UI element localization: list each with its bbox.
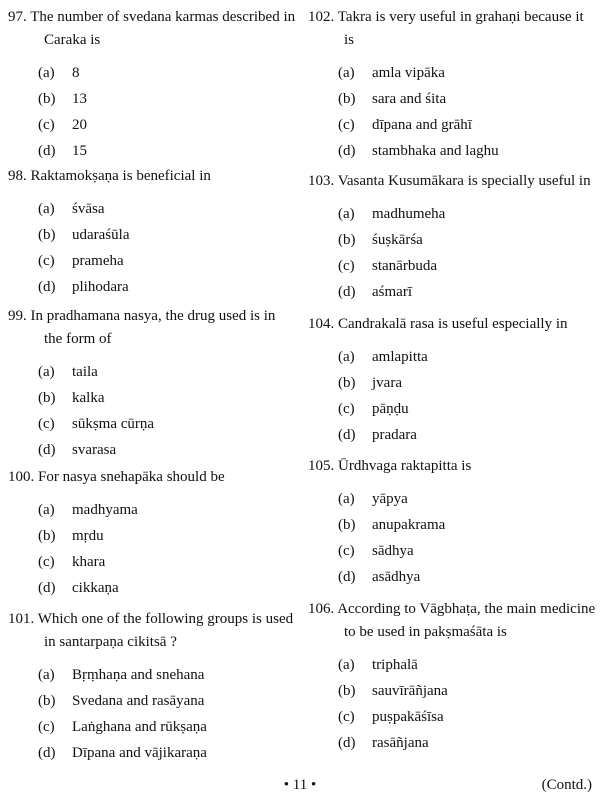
- option: [308, 227, 596, 253]
- option-label: (c): [338, 709, 355, 725]
- option: [8, 359, 296, 385]
- option-text: Svedana and rasāyana: [72, 693, 205, 709]
- option: [8, 497, 296, 523]
- options-list: [8, 60, 296, 164]
- option: [308, 422, 596, 448]
- question-104: [308, 313, 596, 448]
- option-text: sādhya: [372, 543, 414, 559]
- option-label: (a): [38, 667, 55, 683]
- option-label: (a): [38, 65, 55, 81]
- option-text: plihodara: [72, 279, 129, 295]
- option: [308, 60, 596, 86]
- option-label: (c): [38, 253, 55, 269]
- option-label: (d): [338, 143, 356, 159]
- option-label: (a): [38, 201, 55, 217]
- option-text: 20: [72, 117, 87, 133]
- question-stem: Vasanta Kusumākara is specially useful in: [337, 173, 591, 189]
- option-label: (d): [338, 735, 356, 751]
- question-97: [8, 6, 296, 164]
- option-label: (d): [38, 442, 56, 458]
- option-text: pāṇḍu: [372, 401, 409, 417]
- options-list: [308, 344, 596, 448]
- question-number: 99.: [8, 308, 27, 324]
- option: [308, 678, 596, 704]
- question-text: [8, 305, 296, 351]
- question-text: [8, 165, 296, 188]
- options-list: [8, 359, 296, 463]
- option-label: (b): [338, 375, 356, 391]
- option-text: amla vipāka: [372, 65, 445, 81]
- option: [8, 549, 296, 575]
- question-stem: Ūrdhvaga raktapitta is: [338, 458, 472, 474]
- question-number: 105.: [308, 458, 335, 474]
- option-label: (a): [338, 657, 355, 673]
- option-label: (c): [38, 416, 55, 432]
- option-text: khara: [72, 554, 106, 570]
- question-106: [308, 598, 596, 756]
- option-label: (d): [38, 745, 56, 761]
- option-text: jvara: [372, 375, 402, 391]
- question-text: [8, 466, 296, 489]
- option-text: stambhaka and laghu: [372, 143, 499, 159]
- option: [308, 564, 596, 590]
- option-text: triphalā: [372, 657, 418, 673]
- option: [8, 662, 296, 688]
- question-105: [308, 455, 596, 590]
- option: [8, 196, 296, 222]
- option: [8, 437, 296, 463]
- option: [8, 385, 296, 411]
- option: [8, 60, 296, 86]
- option-label: (b): [38, 390, 56, 406]
- option: [8, 222, 296, 248]
- option: [308, 112, 596, 138]
- question-102: [308, 6, 596, 164]
- option: [308, 344, 596, 370]
- question-stem: Takra is very useful in grahaṇi because it is: [337, 9, 584, 48]
- continued-label: (Contd.): [541, 777, 592, 793]
- options-list: [8, 497, 296, 601]
- question-number: 102.: [308, 9, 335, 25]
- option-text: Laṅghana and rūkṣaṇa: [72, 719, 207, 735]
- option: [308, 730, 596, 756]
- question-text: [8, 608, 296, 654]
- question-number: 97.: [8, 9, 27, 25]
- option: [8, 248, 296, 274]
- options-list: [8, 662, 296, 766]
- question-101: [8, 608, 296, 766]
- option-label: (a): [338, 65, 355, 81]
- option-text: puṣpakāśīsa: [372, 709, 444, 725]
- option-label: (b): [338, 232, 356, 248]
- option-text: dīpana and grāhī: [372, 117, 472, 133]
- option-label: (c): [338, 543, 355, 559]
- question-number: 98.: [8, 168, 27, 184]
- question-number: 101.: [8, 611, 35, 627]
- option: [308, 279, 596, 305]
- option-label: (a): [338, 349, 355, 365]
- question-text: [308, 313, 596, 336]
- question-text: [308, 170, 596, 193]
- question-number: 103.: [308, 173, 335, 189]
- option-label: (a): [38, 364, 55, 380]
- question-text: [8, 6, 296, 52]
- options-list: [308, 201, 596, 305]
- option-label: (b): [38, 91, 56, 107]
- option-text: kalka: [72, 390, 105, 406]
- option-label: (c): [338, 401, 355, 417]
- option: [8, 740, 296, 766]
- option-label: (c): [38, 554, 55, 570]
- option: [308, 370, 596, 396]
- options-list: [308, 60, 596, 164]
- option-text: mṛdu: [72, 528, 104, 544]
- option-label: (c): [338, 258, 355, 274]
- question-stem: The number of svedana karmas described in Caraka is: [30, 9, 296, 48]
- option-label: (b): [338, 91, 356, 107]
- option-text: śvāsa: [72, 201, 105, 217]
- question-stem: Which one of the following groups is used in santarpaṇa cikitsā ?: [37, 611, 294, 650]
- option-label: (d): [338, 284, 356, 300]
- page-number: • 11 •: [283, 777, 317, 793]
- option-text: udaraśūla: [72, 227, 130, 243]
- option-text: asādhya: [372, 569, 421, 585]
- option: [8, 138, 296, 164]
- option-text: sūkṣma cūrṇa: [72, 416, 155, 432]
- question-100: [8, 466, 296, 601]
- option: [308, 652, 596, 678]
- question-98: [8, 165, 296, 300]
- question-text: [308, 6, 596, 52]
- option-text: stanārbuda: [372, 258, 437, 274]
- option-label: (a): [338, 491, 355, 507]
- question-stem: Candrakalā rasa is useful especially in: [338, 316, 568, 332]
- question-stem: Raktamokṣaṇa is beneficial in: [30, 168, 211, 184]
- option-text: rasāñjana: [372, 735, 429, 751]
- option-text: Dīpana and vājikaraṇa: [72, 745, 207, 761]
- option-label: (c): [38, 117, 55, 133]
- option-text: taila: [72, 364, 98, 380]
- options-list: [8, 196, 296, 300]
- option: [308, 201, 596, 227]
- question-103: [308, 170, 596, 305]
- option: [308, 86, 596, 112]
- option-label: (a): [338, 206, 355, 222]
- option-text: sauvīrāñjana: [372, 683, 448, 699]
- question-stem: For nasya snehapāka should be: [38, 469, 225, 485]
- option: [308, 396, 596, 422]
- option-label: (b): [38, 227, 56, 243]
- option-text: madhyama: [72, 502, 138, 518]
- option: [8, 274, 296, 300]
- question-text: [308, 598, 596, 644]
- option-label: (b): [38, 693, 56, 709]
- option: [308, 138, 596, 164]
- option-label: (d): [38, 143, 56, 159]
- option-label: (b): [338, 683, 356, 699]
- option-label: (b): [38, 528, 56, 544]
- option-label: (a): [38, 502, 55, 518]
- option-label: (c): [338, 117, 355, 133]
- option-text: svarasa: [72, 442, 117, 458]
- option-text: madhumeha: [372, 206, 446, 222]
- option-text: yāpya: [372, 491, 408, 507]
- options-list: [308, 652, 596, 756]
- option-text: sara and śita: [372, 91, 447, 107]
- option-text: prameha: [72, 253, 124, 269]
- question-number: 106.: [308, 601, 335, 617]
- option-text: Bṛṃhaṇa and snehana: [72, 667, 205, 683]
- option: [8, 523, 296, 549]
- options-list: [308, 486, 596, 590]
- option: [8, 112, 296, 138]
- option-label: (d): [38, 580, 56, 596]
- option-text: pradara: [372, 427, 417, 443]
- option-text: amlapitta: [372, 349, 428, 365]
- option-label: (b): [338, 517, 356, 533]
- option: [8, 411, 296, 437]
- question-text: [308, 455, 596, 478]
- option: [8, 714, 296, 740]
- question-stem: In pradhamana nasya, the drug used is in the form of: [30, 308, 276, 347]
- option-label: (d): [338, 427, 356, 443]
- option-label: (c): [38, 719, 55, 735]
- question-99: [8, 305, 296, 463]
- option: [308, 538, 596, 564]
- option: [308, 704, 596, 730]
- option: [308, 486, 596, 512]
- option-text: 15: [72, 143, 87, 159]
- option: [308, 512, 596, 538]
- option-text: aśmarī: [372, 284, 412, 300]
- question-number: 100.: [8, 469, 35, 485]
- option-text: anupakrama: [372, 517, 446, 533]
- option-text: 13: [72, 91, 87, 107]
- option: [8, 575, 296, 601]
- option-text: 8: [72, 65, 80, 81]
- option: [8, 688, 296, 714]
- option-text: cikkaṇa: [72, 580, 119, 596]
- option-text: śuṣkārśa: [372, 232, 423, 248]
- option: [308, 253, 596, 279]
- question-number: 104.: [308, 316, 335, 332]
- question-stem: According to Vāgbhaṭa, the main medicine to be used in pakṣmaśāta is: [337, 601, 596, 640]
- option-label: (d): [338, 569, 356, 585]
- option: [8, 86, 296, 112]
- option-label: (d): [38, 279, 56, 295]
